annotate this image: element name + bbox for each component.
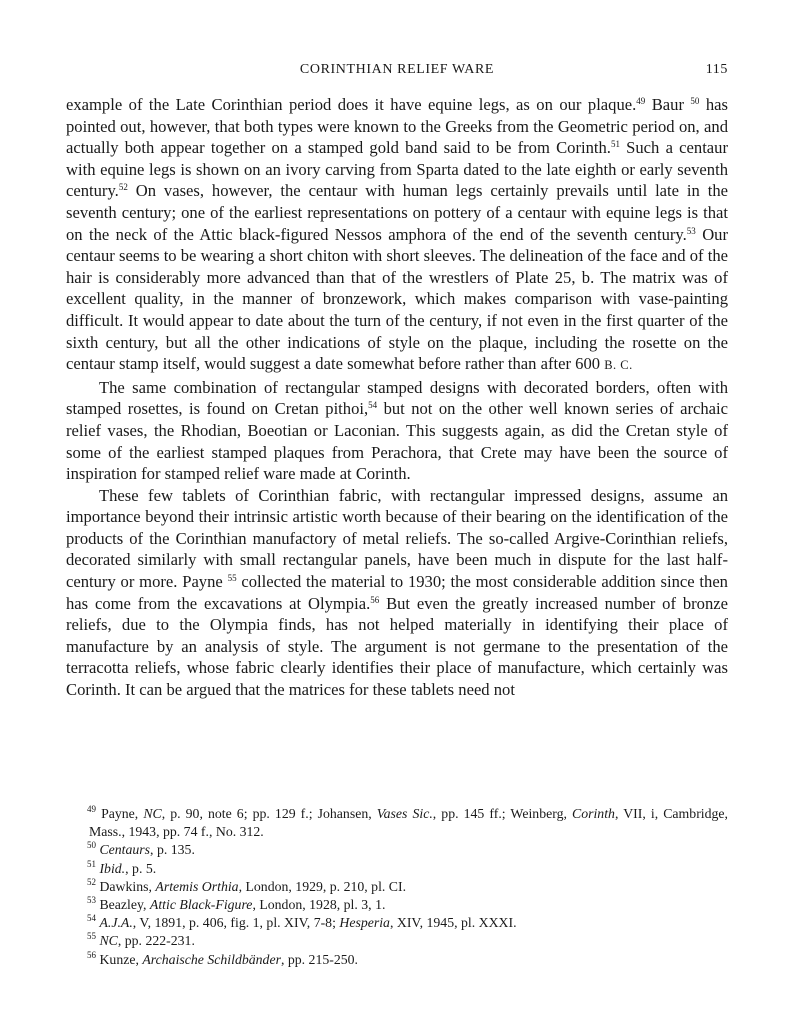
- text-run: Such a centaur with equine legs is shown on an ivory carving from Sparta dated to the late eighth or early seventh century.: [66, 138, 728, 201]
- footnote-title: Hesperia: [339, 915, 390, 931]
- footnote-49: [66, 805, 728, 841]
- footnote-text: , p. 5.: [125, 860, 157, 876]
- running-title: CORINTHIAN RELIEF WARE: [299, 62, 495, 77]
- footnote-title: Vases Sic.: [376, 806, 433, 821]
- footnote-text: , pp. 215-250.: [280, 951, 358, 967]
- text-run: The same combination of rectangular stamped designs with decorated borders, often with stamped rosettes, is found on Cretan pithoi,: [66, 377, 728, 419]
- footnote-55: [66, 932, 728, 950]
- footnote-52: [66, 878, 728, 896]
- text-run: These few tablets of Corinthian fabric, with rectangular impressed designs, assume an importance beyond their intrinsic artistic worth because of their bearing on the identification of the products of the Corinthian manufactory of metal reliefs. The so-called Argive-Corinthian reliefs, decorated similarly with small rectangular panels, have been much in dispute for the last half-century or more. Payne: [66, 485, 728, 592]
- footnote-text: , pp. 222-231.: [117, 933, 195, 949]
- footnote-text: , XIV, 1945, pl. XXXI.: [389, 915, 517, 931]
- footnote-title: NC: [143, 806, 162, 821]
- footnotes: [66, 805, 728, 969]
- footnote-ref-51: 51: [610, 139, 620, 150]
- footnote-number: 56: [87, 949, 96, 960]
- footnote-text: , p. 135.: [150, 842, 195, 858]
- footnote-text: , London, 1929, p. 210, pl. CI.: [238, 878, 407, 894]
- text-run: but not on the other well known series of archaic relief vases, the Rhodian, Boeotian or Laconian. This suggests again, as did the Cretan style of some of the earliest stamped plaques from Perachora, that Crete may have been the source of inspiration for stamped relief ware made at Corinth.: [66, 399, 728, 484]
- footnote-text: , pp. 145 ff.; Weinberg,: [432, 806, 572, 821]
- era-abbreviation: B. C.: [604, 358, 633, 373]
- paragraph-1: [66, 94, 728, 377]
- footnote-number: 54: [87, 913, 96, 924]
- footnote-54: [66, 914, 728, 932]
- footnote-number: 55: [87, 931, 96, 942]
- footnote-title: Centaurs: [99, 842, 151, 858]
- footnote-text: , V, 1891, p. 406, fig. 1, pl. XIV, 7-8;: [132, 915, 340, 931]
- footnote-number: 52: [87, 876, 96, 887]
- footnote-text: Beazley,: [99, 897, 150, 913]
- paragraph-3: [66, 485, 728, 701]
- footnote-title: Corinth: [572, 806, 615, 821]
- footnote-53: [66, 896, 728, 914]
- text-run: On vases, however, the centaur with human legs certainly prevails until late in the seventh century; one of the earliest representations on pottery of a centaur with equine legs is that on the neck of the Attic black-figured Nessos amphora of the end of the seventh century.: [66, 181, 728, 244]
- footnote-ref-55: 55: [227, 573, 237, 584]
- footnote-title: Attic Black-Figure: [149, 897, 253, 913]
- footnote-ref-53: 53: [686, 225, 696, 236]
- footnote-title: A.J.A.: [99, 915, 133, 931]
- footnote-text: , London, 1928, pl. 3, 1.: [252, 897, 386, 913]
- running-header: [66, 62, 728, 82]
- text-run: collected the material to 1930; the most considerable addition since then has come from the excavations at Olympia.: [66, 572, 728, 613]
- footnote-ref-52: 52: [118, 182, 128, 193]
- footnote-number: 53: [87, 895, 96, 906]
- footnote-ref-50: 50: [690, 96, 700, 106]
- footnote-number: 49: [87, 804, 96, 814]
- footnote-title: Ibid.: [99, 860, 126, 876]
- footnote-text: , VII, i, Cambridge, Mass., 1943, pp. 74 f., No. 312.: [89, 806, 728, 840]
- paragraph-2: [66, 377, 728, 485]
- text-run: But even the greatly increased number of bronze reliefs, due to the Olympia finds, has not helped materially in identifying their place of manufacture by an analysis of style. The argument is not germane to the presentation of the terracotta reliefs, whose fabric clearly identifies their place of manufacture, which certainly was Corinth. It can be argued that the matrices for these tablets need not: [66, 593, 728, 700]
- text-run: Our centaur seems to be wearing a short chiton with short sleeves. The delineation of the face and of the hair is considerably more advanced than that of the wrestlers of Plate 25, b. The matrix was of excellent quality, in the manner of bronzework, which makes comparison with vase-painting difficult. It would appear to date about the turn of the century, if not even in the first quarter of the sixth century, but all the other indications of style on the plaque, including the rosette on the centaur stamp itself, would suggest a date somewhat before rather than after 600: [66, 224, 728, 374]
- footnote-text: Kunze,: [99, 951, 143, 967]
- footnote-text: , p. 90, note 6; pp. 129 f.; Johansen,: [161, 806, 377, 821]
- footnote-title: Archaische Schildbänder: [142, 951, 281, 967]
- text-run: has pointed out, however, that both types were known to the Greeks from the Geometric period on, and actually both appear together on a stamped gold band said to be from Corinth.: [66, 95, 728, 158]
- footnote-51: [66, 860, 728, 878]
- page-number: 115: [705, 62, 728, 77]
- footnote-50: [66, 841, 728, 859]
- footnote-ref-54: 54: [368, 400, 378, 411]
- footnote-text: Dawkins,: [99, 878, 156, 894]
- text-run: example of the Late Corinthian period does it have equine legs, as on our plaque.: [66, 95, 637, 114]
- body-text: [66, 94, 728, 701]
- footnote-text: Payne,: [96, 806, 144, 821]
- footnote-number: 51: [87, 858, 96, 869]
- footnote-title: NC: [99, 933, 118, 949]
- text-run: Baur: [645, 95, 691, 114]
- footnote-ref-49: 49: [636, 96, 646, 106]
- footnote-title: Artemis Orthia: [155, 878, 239, 894]
- footnote-56: [66, 951, 728, 969]
- footnote-number: 50: [87, 840, 96, 851]
- footnote-ref-56: 56: [370, 594, 380, 605]
